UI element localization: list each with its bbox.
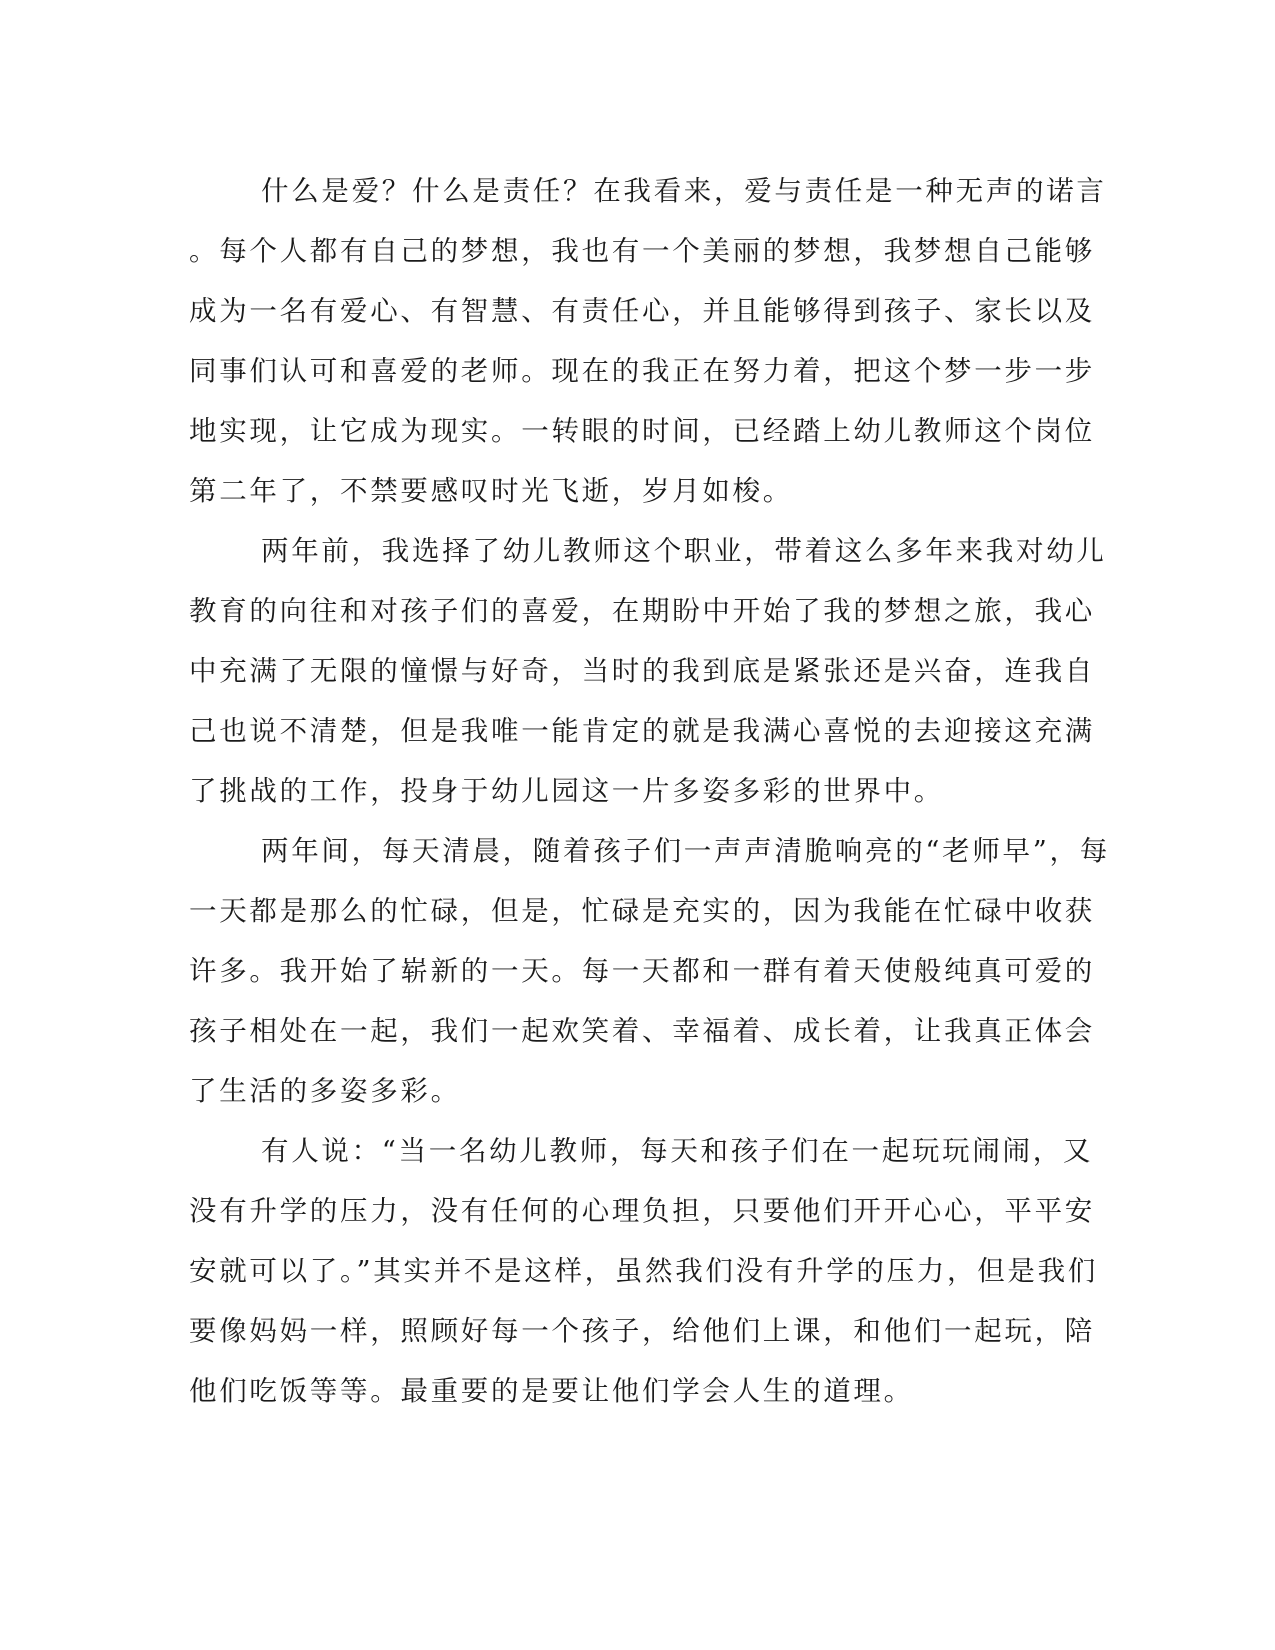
- paragraph-line: 中充满了无限的憧憬与好奇，当时的我到底是紧张还是兴奋，连我自: [189, 655, 1095, 687]
- paragraph-line: 己也说不清楚，但是我唯一能肯定的就是我满心喜悦的去迎接这充满: [189, 715, 1095, 747]
- paragraph-line: 了生活的多姿多彩。: [189, 1075, 461, 1107]
- paragraph-line: 孩子相处在一起，我们一起欢笑着、幸福着、成长着，让我真正体会: [189, 1015, 1095, 1047]
- paragraph-line: 了挑战的工作，投身于幼儿园这一片多姿多彩的世界中。: [189, 775, 944, 807]
- paragraph-3: [189, 821, 1110, 1121]
- paragraph-1: [189, 161, 1107, 521]
- paragraph-line: 同事们认可和喜爱的老师。现在的我正在努力着，把这个梦一步一步: [189, 355, 1095, 387]
- paragraph-line: 许多。我开始了崭新的一天。每一天都和一群有着天使般纯真可爱的: [189, 955, 1095, 987]
- paragraph-line: 一天都是那么的忙碌，但是，忙碌是充实的，因为我能在忙碌中收获: [189, 895, 1095, 927]
- paragraph-line: 安就可以了。”其实并不是这样，虽然我们没有升学的压力，但是我们: [189, 1255, 1099, 1287]
- paragraph-line: 地实现，让它成为现实。一转眼的时间，已经踏上幼儿教师这个岗位: [189, 415, 1095, 447]
- paragraph-line: 有人说：“当一名幼儿教师，每天和孩子们在一起玩玩闹闹，又: [261, 1135, 1094, 1167]
- paragraph-4: [189, 1121, 1099, 1421]
- paragraph-2: [189, 521, 1107, 821]
- paragraph-line: 成为一名有爱心、有智慧、有责任心，并且能够得到孩子、家长以及: [189, 295, 1095, 327]
- paragraph-line: 教育的向往和对孩子们的喜爱，在期盼中开始了我的梦想之旅，我心: [189, 595, 1095, 627]
- paragraph-line: 要像妈妈一样，照顾好每一个孩子，给他们上课，和他们一起玩，陪: [189, 1315, 1095, 1347]
- paragraph-line: 两年前，我选择了幼儿教师这个职业，带着这么多年来我对幼儿: [261, 535, 1107, 567]
- document-body: [189, 161, 1110, 1421]
- paragraph-line: 什么是爱？什么是责任？在我看来，爱与责任是一种无声的诺言: [261, 175, 1107, 207]
- paragraph-line: 第二年了，不禁要感叹时光飞逝，岁月如梭。: [189, 475, 793, 507]
- paragraph-line: 他们吃饭等等。最重要的是要让他们学会人生的道理。: [189, 1375, 914, 1407]
- paragraph-line: 。每个人都有自己的梦想，我也有一个美丽的梦想，我梦想自己能够: [189, 235, 1095, 267]
- paragraph-line: 两年间，每天清晨，随着孩子们一声声清脆响亮的“老师早”，每: [261, 835, 1110, 867]
- paragraph-line: 没有升学的压力，没有任何的心理负担，只要他们开开心心，平平安: [189, 1195, 1095, 1227]
